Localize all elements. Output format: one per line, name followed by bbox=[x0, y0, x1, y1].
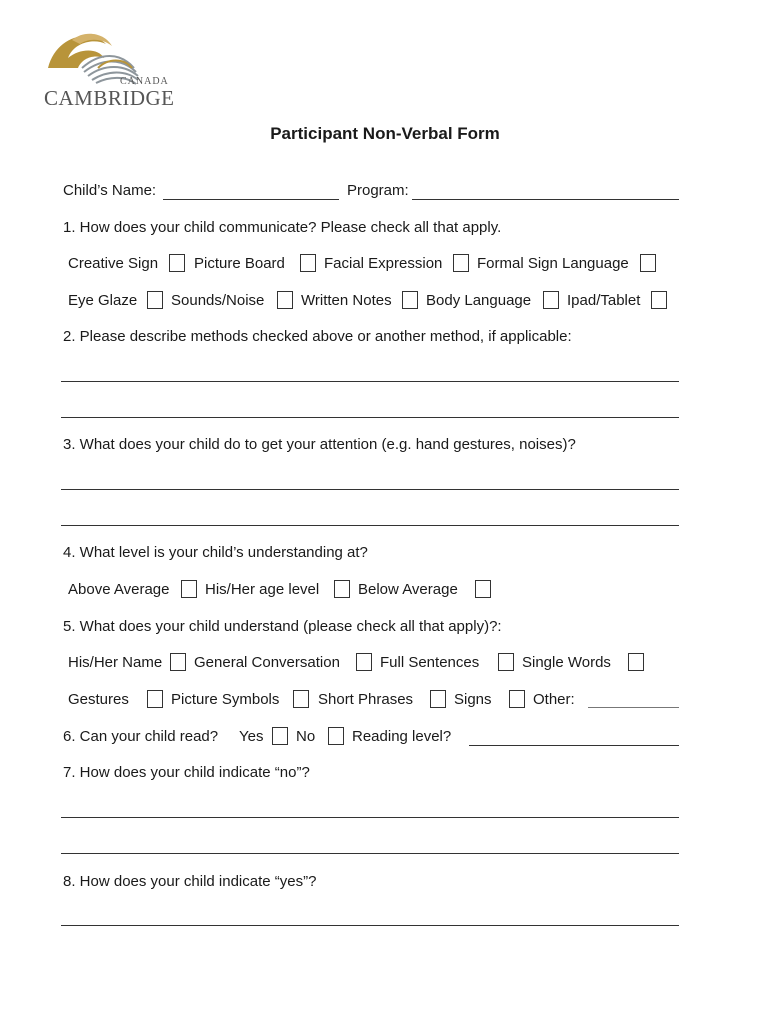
option-picture-board: Picture Board bbox=[194, 255, 285, 272]
option-picture-symbols: Picture Symbols bbox=[171, 691, 280, 708]
checkbox-formal-sign-language[interactable] bbox=[640, 254, 656, 272]
checkbox-short-phrases[interactable] bbox=[430, 690, 446, 708]
option-written-notes: Written Notes bbox=[301, 292, 392, 309]
checkbox-body-language[interactable] bbox=[543, 291, 559, 309]
option-full-sentences: Full Sentences bbox=[380, 654, 480, 671]
question-7: 7. How does your child indicate “no”? bbox=[63, 764, 310, 781]
checkbox-yes[interactable] bbox=[272, 727, 288, 745]
childs-name-field[interactable] bbox=[163, 199, 339, 200]
answer-line-8a[interactable] bbox=[61, 925, 679, 926]
program-label: Program: bbox=[347, 182, 409, 199]
checkbox-no[interactable] bbox=[328, 727, 344, 745]
checkbox-his-her-name[interactable] bbox=[170, 653, 186, 671]
checkbox-single-words[interactable] bbox=[628, 653, 644, 671]
answer-line-3a[interactable] bbox=[61, 489, 679, 490]
option-sounds-noise: Sounds/Noise bbox=[171, 292, 265, 309]
page-title: Participant Non-Verbal Form bbox=[270, 124, 500, 143]
checkbox-full-sentences[interactable] bbox=[498, 653, 514, 671]
option-formal-sign-language: Formal Sign Language bbox=[477, 255, 629, 272]
cambridge-logo bbox=[38, 28, 178, 112]
question-1: 1. How does your child communicate? Please check all that apply. bbox=[63, 219, 502, 236]
checkbox-picture-symbols[interactable] bbox=[293, 690, 309, 708]
option-his-her-name: His/Her Name bbox=[68, 654, 163, 671]
checkbox-eye-glaze[interactable] bbox=[147, 291, 163, 309]
logo-country-text: CANADA bbox=[120, 76, 169, 87]
option-age-level: His/Her age level bbox=[205, 581, 320, 598]
other-field[interactable] bbox=[588, 707, 679, 708]
option-facial-expression: Facial Expression bbox=[324, 255, 443, 272]
option-no: No bbox=[296, 728, 316, 745]
option-signs: Signs bbox=[454, 691, 492, 708]
checkbox-age-level[interactable] bbox=[334, 580, 350, 598]
option-general-conversation: General Conversation bbox=[194, 654, 340, 671]
question-3: 3. What does your child do to get your attention (e.g. hand gestures, noises)? bbox=[63, 436, 576, 453]
option-eye-glaze: Eye Glaze bbox=[68, 292, 138, 309]
reading-level-label: Reading level? bbox=[352, 728, 452, 745]
question-2: 2. Please describe methods checked above or another method, if applicable: bbox=[63, 328, 572, 345]
option-yes: Yes bbox=[239, 728, 264, 745]
checkbox-below-average[interactable] bbox=[475, 580, 491, 598]
reading-level-field[interactable] bbox=[469, 745, 679, 746]
question-4: 4. What level is your child’s understanding at? bbox=[63, 544, 368, 561]
checkbox-above-average[interactable] bbox=[181, 580, 197, 598]
option-creative-sign: Creative Sign bbox=[68, 255, 159, 272]
option-other: Other: bbox=[533, 691, 575, 708]
checkbox-facial-expression[interactable] bbox=[453, 254, 469, 272]
checkbox-ipad-tablet[interactable] bbox=[651, 291, 667, 309]
childs-name-label: Child’s Name: bbox=[63, 182, 157, 199]
checkbox-general-conversation[interactable] bbox=[356, 653, 372, 671]
answer-line-7b[interactable] bbox=[61, 853, 679, 854]
option-above-average: Above Average bbox=[68, 581, 170, 598]
option-ipad-tablet: Ipad/Tablet bbox=[567, 292, 641, 309]
answer-line-2b[interactable] bbox=[61, 417, 679, 418]
checkbox-picture-board[interactable] bbox=[300, 254, 316, 272]
checkbox-creative-sign[interactable] bbox=[169, 254, 185, 272]
checkbox-sounds-noise[interactable] bbox=[277, 291, 293, 309]
option-single-words: Single Words bbox=[522, 654, 611, 671]
question-5: 5. What does your child understand (please check all that apply)?: bbox=[63, 618, 502, 635]
checkbox-gestures[interactable] bbox=[147, 690, 163, 708]
program-field[interactable] bbox=[412, 199, 679, 200]
answer-line-2a[interactable] bbox=[61, 381, 679, 382]
option-body-language: Body Language bbox=[426, 292, 532, 309]
question-8: 8. How does your child indicate “yes”? bbox=[63, 873, 317, 890]
answer-line-3b[interactable] bbox=[61, 525, 679, 526]
question-6: 6. Can your child read? bbox=[63, 728, 219, 745]
logo-name-text: CAMBRIDGE bbox=[44, 86, 175, 110]
option-below-average: Below Average bbox=[358, 581, 458, 598]
option-gestures: Gestures bbox=[68, 691, 129, 708]
option-short-phrases: Short Phrases bbox=[318, 691, 414, 708]
checkbox-signs[interactable] bbox=[509, 690, 525, 708]
checkbox-written-notes[interactable] bbox=[402, 291, 418, 309]
answer-line-7a[interactable] bbox=[61, 817, 679, 818]
